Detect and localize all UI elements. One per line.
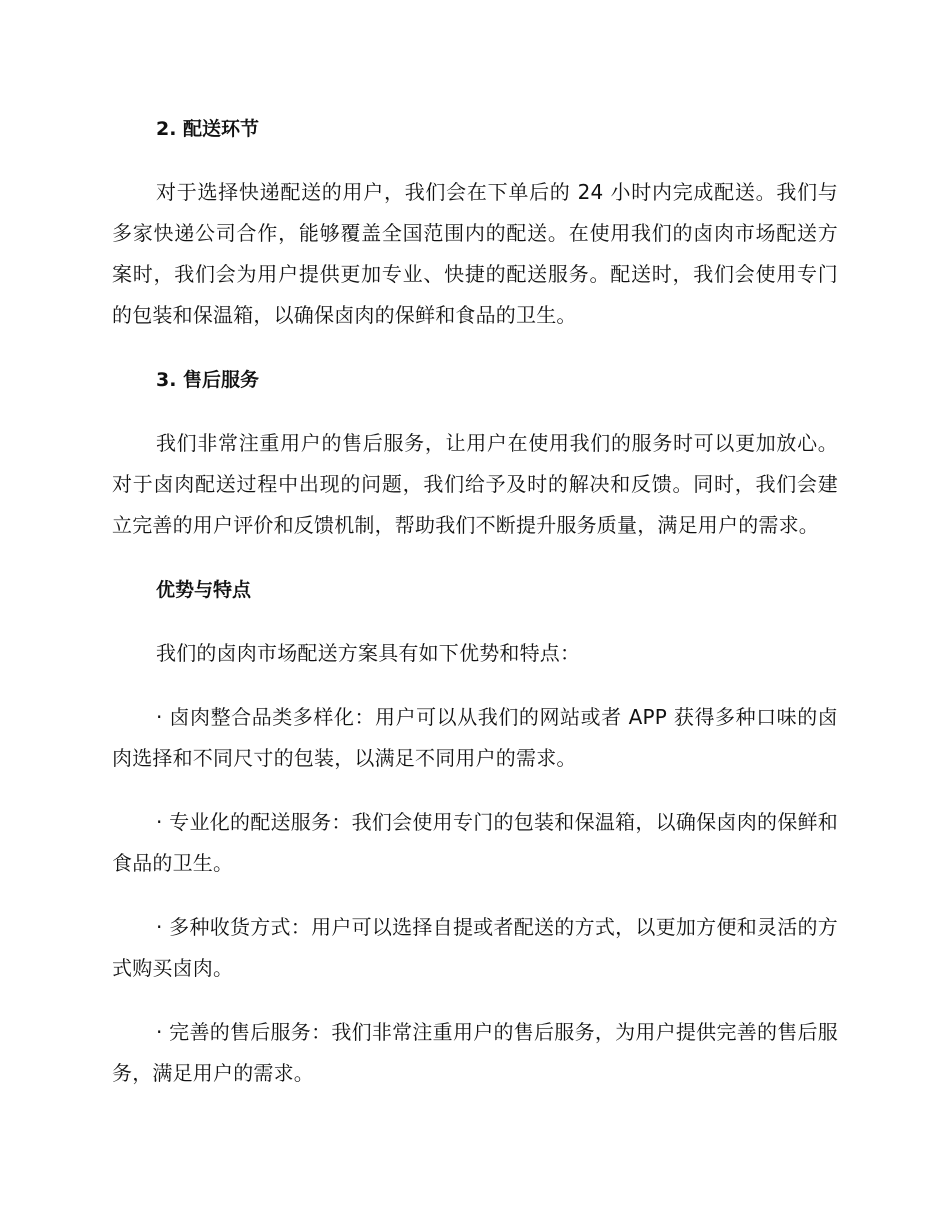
bullet-item-after-sales: · 完善的售后服务：我们非常注重用户的售后服务，为用户提供完善的售后服务，满足用户的需求。 [112, 1020, 838, 1085]
section-heading-delivery: 2. 配送环节 [156, 118, 260, 140]
paragraph-advantages-intro: 我们的卤肉市场配送方案具有如下优势和特点： [156, 641, 581, 665]
paragraph-delivery: 对于选择快递配送的用户，我们会在下单后的 24 小时内完成配送。我们与多家快递公司合作，能够覆盖全国范围内的配送。在使用我们的卤肉市场配送方案时，我们会为用户提供更加专业、快捷的配送服务。配送时，我们会使用专门的包装和保温箱，以确保卤肉的保鲜和食品的卫生。 [112, 180, 838, 327]
paragraph-after-sales: 我们非常注重用户的售后服务，让用户在使用我们的服务时可以更加放心。对于卤肉配送过程中出现的问题，我们给予及时的解决和反馈。同时，我们会建立完善的用户评价和反馈机制，帮助我们不断提升服务质量，满足用户的需求。 [112, 431, 838, 537]
section-heading-advantages: 优势与特点 [156, 579, 252, 601]
bullet-item-professional-delivery: · 专业化的配送服务：我们会使用专门的包装和保温箱，以确保卤肉的保鲜和食品的卫生。 [112, 810, 838, 875]
bullet-item-pickup-options: · 多种收货方式：用户可以选择自提或者配送的方式，以更加方便和灵活的方式购买卤肉。 [112, 915, 838, 980]
section-heading-after-sales: 3. 售后服务 [156, 369, 260, 391]
bullet-item-variety: · 卤肉整合品类多样化：用户可以从我们的网站或者 APP 获得多种口味的卤肉选择和不同尺寸的包装，以满足不同用户的需求。 [112, 705, 838, 770]
